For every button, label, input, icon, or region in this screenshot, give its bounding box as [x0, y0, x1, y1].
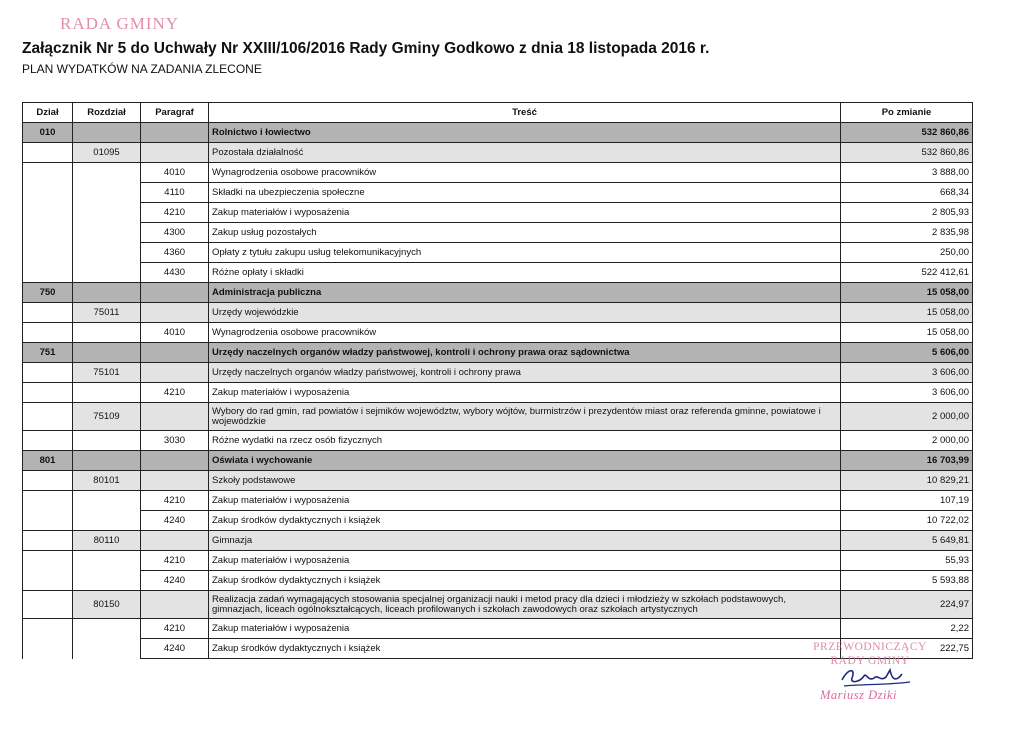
table-row	[23, 491, 973, 511]
cell-paragraf	[141, 283, 209, 303]
table-row	[23, 323, 973, 343]
expenditure-table	[22, 102, 973, 659]
council-stamp: RADA GMINY	[60, 14, 180, 33]
cell-po-zmianie: 3 606,00	[841, 363, 973, 383]
cell-tresc: Rolnictwo i łowiectwo	[209, 123, 841, 143]
cell-rozdzial	[73, 203, 141, 223]
table-row	[23, 163, 973, 183]
cell-rozdzial	[73, 451, 141, 471]
cell-tresc: Składki na ubezpieczenia społeczne	[209, 183, 841, 203]
cell-po-zmianie: 5 593,88	[841, 571, 973, 591]
cell-po-zmianie: 15 058,00	[841, 323, 973, 343]
cell-paragraf	[141, 363, 209, 383]
cell-tresc: Zakup środków dydaktycznych i książek	[209, 639, 841, 659]
table-row	[23, 551, 973, 571]
cell-tresc: Wynagrodzenia osobowe pracowników	[209, 163, 841, 183]
table-body	[23, 123, 973, 659]
table-row	[23, 223, 973, 243]
cell-po-zmianie: 2 000,00	[841, 403, 973, 431]
document-subtitle: PLAN WYDATKÓW NA ZADANIA ZLECONE	[22, 62, 262, 76]
chairman-name: Mariusz Dziki	[820, 688, 897, 702]
cell-dzial	[23, 639, 73, 659]
cell-tresc: Zakup środków dydaktycznych i książek	[209, 511, 841, 531]
cell-po-zmianie: 2,22	[841, 619, 973, 639]
cell-tresc: Oświata i wychowanie	[209, 451, 841, 471]
cell-rozdzial: 80110	[73, 531, 141, 551]
cell-rozdzial	[73, 551, 141, 571]
cell-po-zmianie: 222,75	[841, 639, 973, 659]
table-row	[23, 619, 973, 639]
column-header-po-zmianie: Po zmianie	[841, 103, 973, 123]
cell-tresc: Wynagrodzenia osobowe pracowników	[209, 323, 841, 343]
table-header-row	[23, 103, 973, 123]
cell-rozdzial	[73, 431, 141, 451]
cell-rozdzial	[73, 223, 141, 243]
chairman-stamp-line2: RADY GMINY	[830, 655, 910, 667]
cell-paragraf	[141, 343, 209, 363]
table-row	[23, 383, 973, 403]
cell-paragraf: 4010	[141, 163, 209, 183]
cell-rozdzial	[73, 619, 141, 639]
cell-paragraf: 4300	[141, 223, 209, 243]
table-row	[23, 143, 973, 163]
column-header-tresc: Treść	[209, 103, 841, 123]
cell-dzial	[23, 243, 73, 263]
cell-dzial: 801	[23, 451, 73, 471]
cell-rozdzial	[73, 571, 141, 591]
cell-po-zmianie: 2 835,98	[841, 223, 973, 243]
column-header-paragraf: Paragraf	[141, 103, 209, 123]
cell-paragraf: 4360	[141, 243, 209, 263]
cell-paragraf: 4430	[141, 263, 209, 283]
cell-dzial	[23, 491, 73, 511]
cell-dzial	[23, 323, 73, 343]
cell-po-zmianie: 250,00	[841, 243, 973, 263]
cell-rozdzial	[73, 123, 141, 143]
cell-tresc: Wybory do rad gmin, rad powiatów i sejmików województw, wybory wójtów, burmistrzów i prezydentów miast oraz referenda gminne, powiatowe i wojewódzkie	[209, 403, 841, 431]
cell-tresc: Szkoły podstawowe	[209, 471, 841, 491]
table-row	[23, 243, 973, 263]
cell-po-zmianie: 2 805,93	[841, 203, 973, 223]
cell-paragraf	[141, 143, 209, 163]
table-row	[23, 571, 973, 591]
cell-dzial	[23, 571, 73, 591]
cell-paragraf	[141, 123, 209, 143]
cell-dzial	[23, 263, 73, 283]
cell-tresc: Zakup materiałów i wyposażenia	[209, 619, 841, 639]
table-row	[23, 431, 973, 451]
cell-tresc: Urzędy naczelnych organów władzy państwowej, kontroli i ochrony prawa oraz sądownictwa	[209, 343, 841, 363]
cell-rozdzial: 75109	[73, 403, 141, 431]
cell-paragraf: 3030	[141, 431, 209, 451]
cell-tresc: Zakup materiałów i wyposażenia	[209, 491, 841, 511]
cell-paragraf	[141, 451, 209, 471]
cell-rozdzial: 80101	[73, 471, 141, 491]
table-row	[23, 511, 973, 531]
cell-dzial: 751	[23, 343, 73, 363]
cell-dzial	[23, 471, 73, 491]
cell-tresc: Gimnazja	[209, 531, 841, 551]
cell-po-zmianie: 55,93	[841, 551, 973, 571]
cell-dzial	[23, 143, 73, 163]
cell-po-zmianie: 10 722,02	[841, 511, 973, 531]
cell-paragraf: 4110	[141, 183, 209, 203]
cell-paragraf: 4240	[141, 639, 209, 659]
cell-paragraf	[141, 471, 209, 491]
table-row	[23, 363, 973, 383]
table-row	[23, 343, 973, 363]
cell-dzial	[23, 363, 73, 383]
table-row	[23, 203, 973, 223]
cell-dzial	[23, 403, 73, 431]
cell-dzial	[23, 531, 73, 551]
cell-rozdzial	[73, 343, 141, 363]
cell-tresc: Administracja publiczna	[209, 283, 841, 303]
column-header-dzial: Dział	[23, 103, 73, 123]
cell-tresc: Zakup środków dydaktycznych i książek	[209, 571, 841, 591]
cell-tresc: Różne wydatki na rzecz osób fizycznych	[209, 431, 841, 451]
cell-paragraf: 4210	[141, 619, 209, 639]
cell-po-zmianie: 3 606,00	[841, 383, 973, 403]
cell-rozdzial	[73, 383, 141, 403]
cell-rozdzial	[73, 511, 141, 531]
cell-po-zmianie: 5 649,81	[841, 531, 973, 551]
cell-dzial	[23, 551, 73, 571]
cell-tresc: Urzędy naczelnych organów władzy państwowej, kontroli i ochrony prawa	[209, 363, 841, 383]
cell-dzial	[23, 383, 73, 403]
cell-po-zmianie: 10 829,21	[841, 471, 973, 491]
cell-dzial	[23, 303, 73, 323]
cell-tresc: Zakup materiałów i wyposażenia	[209, 203, 841, 223]
cell-tresc: Różne opłaty i składki	[209, 263, 841, 283]
cell-po-zmianie: 2 000,00	[841, 431, 973, 451]
cell-rozdzial	[73, 491, 141, 511]
cell-tresc: Pozostała działalność	[209, 143, 841, 163]
cell-tresc: Urzędy wojewódzkie	[209, 303, 841, 323]
cell-tresc: Zakup materiałów i wyposażenia	[209, 551, 841, 571]
document-title: Załącznik Nr 5 do Uchwały Nr XXIII/106/2016 Rady Gminy Godkowo z dnia 18 listopada 2016 r.	[22, 40, 710, 57]
cell-paragraf: 4210	[141, 383, 209, 403]
cell-paragraf: 4010	[141, 323, 209, 343]
cell-dzial	[23, 183, 73, 203]
cell-dzial	[23, 203, 73, 223]
cell-paragraf	[141, 531, 209, 551]
cell-rozdzial	[73, 183, 141, 203]
cell-po-zmianie: 15 058,00	[841, 283, 973, 303]
table-row	[23, 303, 973, 323]
cell-paragraf: 4210	[141, 551, 209, 571]
cell-dzial	[23, 431, 73, 451]
cell-rozdzial	[73, 283, 141, 303]
cell-po-zmianie: 15 058,00	[841, 303, 973, 323]
cell-tresc: Opłaty z tytułu zakupu usług telekomunikacyjnych	[209, 243, 841, 263]
cell-rozdzial: 75101	[73, 363, 141, 383]
cell-rozdzial	[73, 263, 141, 283]
cell-dzial	[23, 163, 73, 183]
cell-rozdzial	[73, 323, 141, 343]
cell-rozdzial: 80150	[73, 591, 141, 619]
cell-po-zmianie: 668,34	[841, 183, 973, 203]
table-row	[23, 183, 973, 203]
cell-tresc: Zakup materiałów i wyposażenia	[209, 383, 841, 403]
cell-paragraf: 4210	[141, 491, 209, 511]
cell-paragraf	[141, 591, 209, 619]
cell-paragraf: 4240	[141, 511, 209, 531]
table-row	[23, 283, 973, 303]
cell-po-zmianie: 3 888,00	[841, 163, 973, 183]
table-row	[23, 471, 973, 491]
cell-dzial: 010	[23, 123, 73, 143]
cell-dzial	[23, 223, 73, 243]
cell-paragraf: 4210	[141, 203, 209, 223]
table-row	[23, 403, 973, 431]
cell-po-zmianie: 224,97	[841, 591, 973, 619]
cell-tresc: Realizacja zadań wymagających stosowania specjalnej organizacji nauki i metod pracy dla dzieci i młodzieży w szkołach podstawowych, gimnazjach, liceach ogólnokształcących, liceach profilowanych i szkołach zawodowych oraz szkołach artystycznych	[209, 591, 841, 619]
cell-rozdzial	[73, 243, 141, 263]
cell-dzial	[23, 619, 73, 639]
table-row	[23, 123, 973, 143]
cell-rozdzial: 75011	[73, 303, 141, 323]
cell-rozdzial	[73, 163, 141, 183]
table-row	[23, 263, 973, 283]
table-row	[23, 591, 973, 619]
cell-paragraf	[141, 403, 209, 431]
table-row	[23, 451, 973, 471]
cell-paragraf: 4240	[141, 571, 209, 591]
cell-po-zmianie: 532 860,86	[841, 123, 973, 143]
cell-rozdzial	[73, 639, 141, 659]
cell-po-zmianie: 532 860,86	[841, 143, 973, 163]
table-row	[23, 531, 973, 551]
cell-paragraf	[141, 303, 209, 323]
cell-dzial: 750	[23, 283, 73, 303]
cell-po-zmianie: 16 703,99	[841, 451, 973, 471]
cell-tresc: Zakup usług pozostałych	[209, 223, 841, 243]
cell-po-zmianie: 107,19	[841, 491, 973, 511]
column-header-rozdzial: Rozdział	[73, 103, 141, 123]
chairman-stamp-line1: PRZEWODNICZĄCY	[813, 641, 927, 653]
cell-po-zmianie: 522 412,61	[841, 263, 973, 283]
cell-dzial	[23, 511, 73, 531]
cell-dzial	[23, 591, 73, 619]
handwritten-signature	[838, 662, 918, 690]
cell-rozdzial: 01095	[73, 143, 141, 163]
cell-po-zmianie: 5 606,00	[841, 343, 973, 363]
